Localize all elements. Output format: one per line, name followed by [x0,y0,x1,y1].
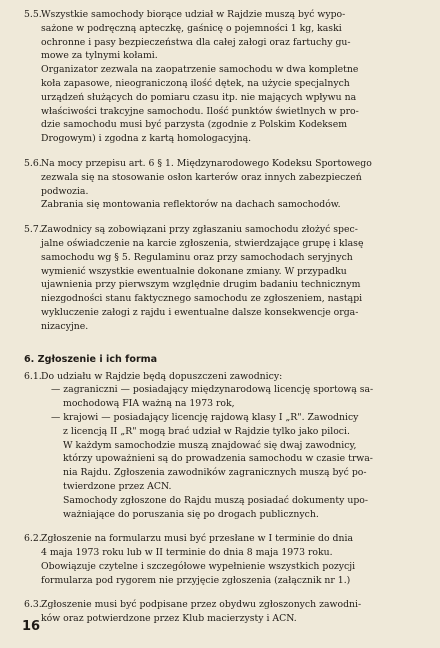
text-line: Zabrania się montowania reflektorów na dachach samochodów. [41,199,341,211]
text-line: twierdzone przez ACN. [63,480,172,492]
text-line: zezwala się na stosowanie osłon karterów oraz innych zabezpieczeń [41,171,362,183]
text-line: podwozia. [41,185,89,197]
text-line: nia Rajdu. Zgłoszenia zawodników zagranicznych muszą być po- [63,467,367,479]
text-line: ochronne i pasy bezpieczeństwa dla całej załogi oraz fartuchy gu- [41,36,351,48]
list-item-line: — krajowi — posiadający licencję rajdową klasy I „R". Zawodnicy [51,411,359,423]
text-line: wymienić wszystkie ewentualnie dokonane zmiany. W przypadku [41,265,347,277]
section-number: 6.2. [24,533,42,545]
section-6-1 [24,370,426,522]
text-line: koła zapasowe, nieograniczoną ilość dętek, na użycie specjalnych [41,77,350,89]
text-line: Zgłoszenie musi być podpisane przez obydwu zgłoszonych zawodni- [41,599,362,611]
text-line: mochodową FIA ważną na 1973 rok, [63,398,235,410]
section-text [41,532,426,587]
section-number: 6.3. [24,599,42,611]
chapter-heading: 6. Zgłoszenie i ich forma [24,353,158,365]
section-text [41,223,426,333]
text-line: Obowiązuje czytelne i szczegółowe wypełnienie wszystkich pozycji [41,560,356,572]
section-number: 5.7. [24,224,42,236]
text-line: z licencją II „R" mogą brać udział w Rajdzie tylko jako piloci. [63,425,350,437]
section-6-2 [24,532,426,587]
text-line: niezgodności stanu faktycznego samochodu ze zgłoszeniem, nastąpi [41,293,363,305]
text-line: urządzeń służących do pomiaru czasu itp. nie mających wpływu na [41,91,357,103]
section-number: 6.1. [24,370,42,382]
text-line: samochodu wg § 5. Regulaminu oraz przy samochodach seryjnych [41,251,353,263]
text-line: formularza pod rygorem nie przyjęcie zgłoszenia (załącznik nr 1.) [41,574,351,586]
section-number: 5.6. [24,157,42,169]
section-text [41,598,426,626]
list-item-line: — zagraniczni — posiadający międzynarodową licencję sportową sa- [51,384,374,396]
text-line: ważniające do poruszania się po drogach publicznych. [63,508,319,520]
text-line: Na mocy przepisu art. 6 § 1. Międzynarodowego Kodeksu Sportowego [41,157,372,169]
text-line: W każdym samochodzie muszą znajdować się dwaj zawodnicy, [63,439,357,451]
text-line: ków oraz potwierdzone przez Klub macierzysty i ACN. [41,613,297,625]
text-line: ujawnienia przy pierwszym względnie drugim badaniu technicznym [41,279,361,291]
section-text [41,157,426,212]
section-5-7 [24,223,426,333]
text-line: Wszystkie samochody biorące udział w Rajdzie muszą być wypo- [41,9,346,20]
text-line: Samochody zgłoszone do Rajdu muszą posiadać dokumenty upo- [63,494,369,506]
text-line: Drogowym) i zgodna z kartą homologacyjną. [41,133,252,145]
text-line: jalne oświadczenie na karcie zgłoszenia, stwierdzające grupę i klasę [41,237,364,249]
section-text [41,370,426,522]
text-line: nizacyjne. [41,320,89,332]
text-line: wykluczenie załogi z rajdu i ewentualne dalsze konsekwencje orga- [41,306,359,318]
text-line: Do udziału w Rajdzie będą dopuszczeni zawodnicy: [41,370,283,382]
section-5-6 [24,157,426,212]
text-line: Zgłoszenie na formularzu musi być przesłane w I terminie do dnia [41,533,354,545]
section-6-3 [24,598,426,626]
text-line: właściwości trakcyjne samochodu. Ilość punktów świetlnych w pro- [41,105,359,117]
section-5-5 [24,8,426,146]
section-number: 5.5. [24,9,42,20]
text-line: sażone w podręczną apteczkę, gaśnicę o pojemności 1 kg, kaski [41,22,342,34]
text-line: dzie samochodu musi być parzysta (zgodnie z Polskim Kodeksem [41,119,348,131]
page-number: 16 [22,619,41,634]
text-line: Zawodnicy są zobowiązani przy zgłaszaniu samochodu złożyć spec- [41,224,358,236]
text-line: 4 maja 1973 roku lub w II terminie do dnia 8 maja 1973 roku. [41,547,333,559]
text-line: którzy upoważnieni są do prowadzenia samochodu w czasie trwa- [63,453,373,465]
text-line: Organizator zezwala na zaopatrzenie samochodu w dwa kompletne [41,64,359,76]
section-text [41,8,426,146]
text-line: mowe za tylnymi kołami. [41,50,158,62]
